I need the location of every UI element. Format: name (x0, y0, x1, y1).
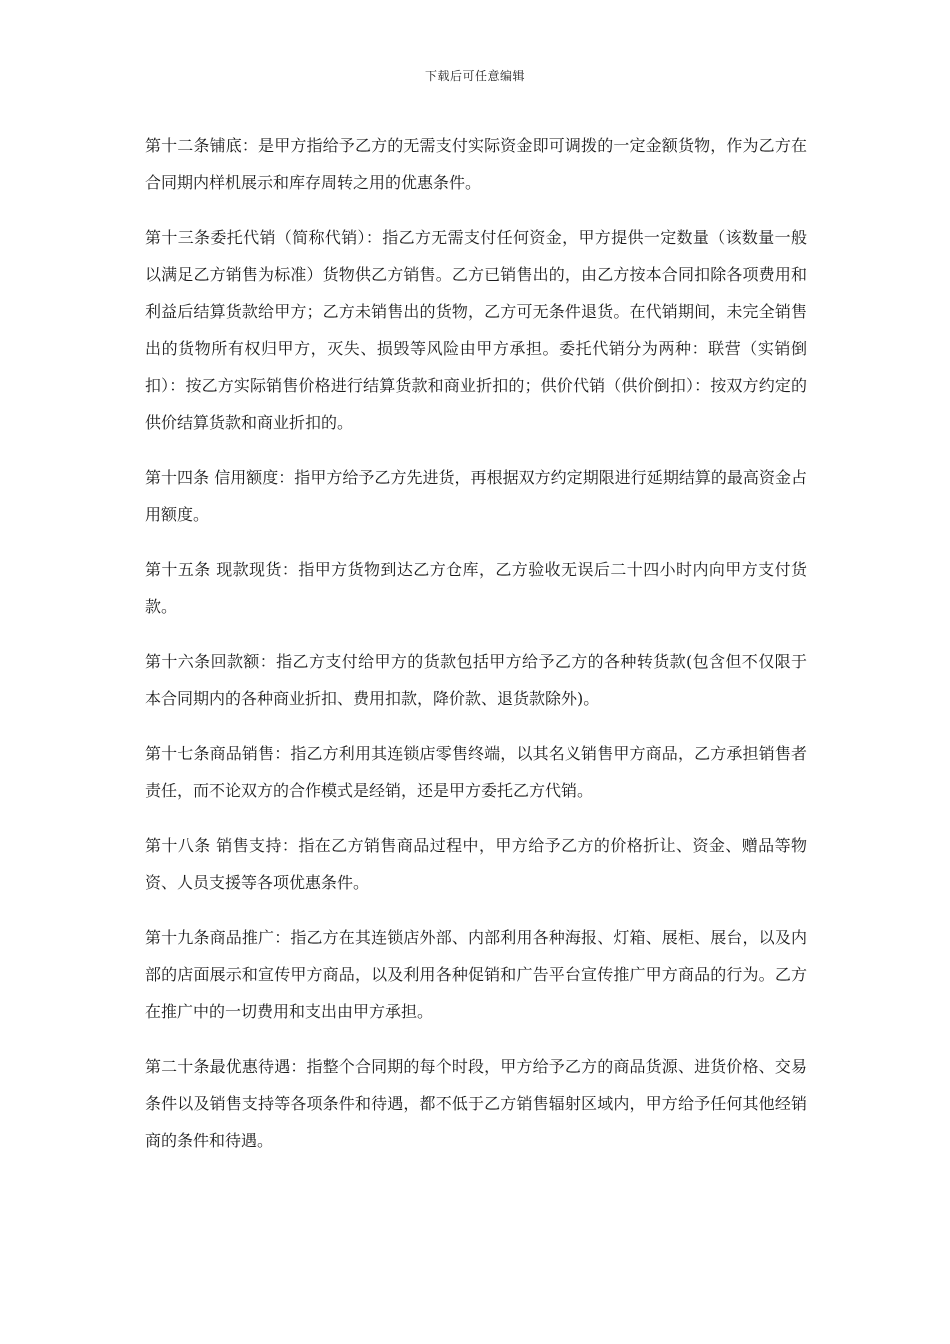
article-13: 第十三条委托代销（简称代销）：指乙方无需支付任何资金，甲方提供一定数量（该数量一般以满足乙方销售为标准）货物供乙方销售。乙方已销售出的，由乙方按本合同扣除各项费用和利益后结算货款给甲方；乙方未销售出的货物，乙方可无条件退货。在代销期间，未完全销售出的货物所有权归甲方，灭失、损毁等风险由甲方承担。委托代销分为两种：联营（实销倒扣）：按乙方实际销售价格进行结算货款和商业折扣的；供价代销（供价倒扣）：按双方约定的供价结算货款和商业折扣的。 (145, 228, 807, 432)
page-header: 下载后可任意编辑 (424, 69, 525, 83)
article-12: 第十二条铺底：是甲方指给予乙方的无需支付实际资金即可调拨的一定金额货物，作为乙方在合同期内样机展示和库存周转之用的优惠条件。 (145, 136, 807, 192)
article-18: 第十八条 销售支持：指在乙方销售商品过程中，甲方给予乙方的价格折让、资金、赠品等物资、人员支援等各项优惠条件。 (145, 836, 807, 892)
article-17: 第十七条商品销售：指乙方利用其连锁店零售终端，以其名义销售甲方商品，乙方承担销售者责任，而不论双方的合作模式是经销，还是甲方委托乙方代销。 (145, 744, 807, 800)
article-19: 第十九条商品推广：指乙方在其连锁店外部、内部利用各种海报、灯箱、展柜、展台，以及内部的店面展示和宣传甲方商品，以及利用各种促销和广告平台宣传推广甲方商品的行为。乙方在推广中的一切费用和支出由甲方承担。 (145, 928, 807, 1021)
document-body (145, 127, 807, 1177)
article-14: 第十四条 信用额度：指甲方给予乙方先进货，再根据双方约定期限进行延期结算的最高资金占用额度。 (145, 468, 807, 524)
article-15: 第十五条 现款现货：指甲方货物到达乙方仓库，乙方验收无误后二十四小时内向甲方支付货款。 (145, 560, 807, 616)
article-16: 第十六条回款额：指乙方支付给甲方的货款包括甲方给予乙方的各种转货款(包含但不仅限于本合同期内的各种商业折扣、费用扣款，降价款、退货款除外)。 (145, 652, 807, 708)
article-20: 第二十条最优惠待遇：指整个合同期的每个时段，甲方给予乙方的商品货源、进货价格、交易条件以及销售支持等各项条件和待遇，都不低于乙方销售辐射区域内，甲方给予任何其他经销商的条件和待遇。 (145, 1057, 807, 1150)
